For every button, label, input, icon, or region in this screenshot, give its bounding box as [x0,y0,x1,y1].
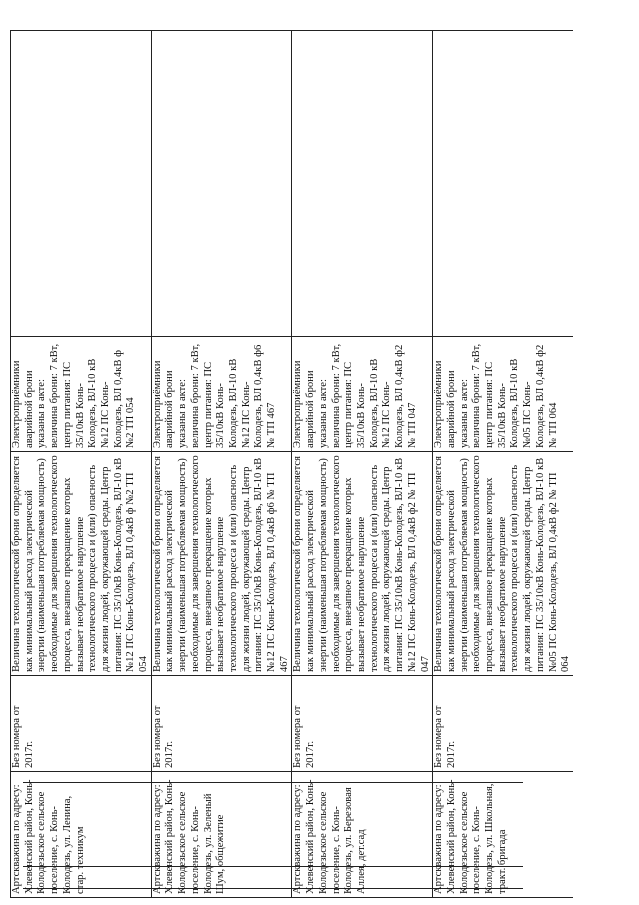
emergency-reservation-table [10,30,573,898]
emergency-cell: Электроприёмники аварийной брони указаны в акте: величина брони: 7 кВт, центр питания: ПС 35/10кВ Конь-Колодезь, ВЛ-10 кВ №05 ПС Конь-Колодезь, ВЛ 0,4кВ ф2 № ТП 064 [433,337,573,452]
object-cell: Артскважина по адресу: Хлевенский район, Конь-Колодезьское сельское поселение, с. Конь-Колодезь, ул. Березовая Аллея, дет.сад [292,772,433,898]
object-cell: Артскважина по адресу: Хлевенский район, Конь-Колодезьское сельское поселение, с. Конь-Колодезь, ул. Школьная, тракт. бригада [433,772,573,898]
blank-cell [433,31,573,337]
blank-cell [11,31,152,337]
description-cell: Величина технологической брони определяется как минимальный расход электрической энергии (наименьшая потребляемая мощность) необходимые для завершения технологического процесса, внезапное прекращение которых вызывает необратимое нарушение технологического процесса и (или) опасность для жизни людей, окружающей среды. Центр питания: ПС 35/10кВ Конь-Колодезь, ВЛ-10 кВ №12 ПС Конь-Колодезь, ВЛ 0,4кВ ф6 № ТП 467 [151,452,292,676]
act-cell: Без номера от 2017г. [11,676,152,772]
act-cell: Без номера от 2017г. [433,676,573,772]
rotated-table-page [10,30,572,898]
blank-cell [151,31,292,337]
emergency-cell: Электроприёмники аварийной брони указаны в акте: величина брони: 7 кВт, центр питания: ПС 35/10кВ Конь-Колодезь, ВЛ-10 кВ №12 ПС Конь-Колодезь, ВЛ 0,4кВ ф №2 ТП 054 [11,337,152,452]
blank-cell [292,31,433,337]
table-row [292,31,433,898]
object-cell: Артскважина по адресу: Хлевенский район, Конь-Колодезьское сельское поселение, с. Конь-Колодезь, ул. Зеленый Шум, общежитие [151,772,292,898]
table-row [433,31,573,898]
act-cell: Без номера от 2017г. [292,676,433,772]
object-cell: Артскважина по адресу: Хлевенский район, Конь-Колодезьское сельское поселение, с. Конь-Колодезь, ул. Ленина, стар. техникум [11,772,152,898]
act-cell: Без номера от 2017г. [151,676,292,772]
emergency-cell: Электроприёмники аварийной брони указаны в акте: величина брони: 7 кВт, центр питания: ПС 35/10кВ Конь-Колодезь, ВЛ-10 кВ №12 ПС Конь-Колодезь, ВЛ 0,4кВ ф6 № ТП 467 [151,337,292,452]
description-cell: Величина технологической брони определяется как минимальный расход электрической энергии (наименьшая потребляемая мощность) необходимые для завершения технологического процесса, внезапное прекращение которых вызывает необратимое нарушение технологического процесса и (или) опасность для жизни людей, окружающей среды. Центр питания: ПС 35/10кВ Конь-Колодезь, ВЛ-10 кВ №05 ПС Конь-Колодезь, ВЛ 0,4кВ ф2 № ТП 064 [433,452,573,676]
table-row [151,31,292,898]
table-row [11,31,152,898]
emergency-cell: Электроприёмники аварийной брони указаны в акте: величина брони: 7 кВт, центр питания: ПС 35/10кВ Конь-Колодезь, ВЛ-10 кВ №12 ПС Конь-Колодезь, ВЛ 0,4кВ ф2 № ТП 047 [292,337,433,452]
description-cell: Величина технологической брони определяется как минимальный расход электрической энергии (наименьшая потребляемая мощность) необходимые для завершения технологического процесса, внезапное прекращение которых вызывает необратимое нарушение технологического процесса и (или) опасность для жизни людей, окружающей среды. Центр питания: ПС 35/10кВ Конь-Колодезь, ВЛ-10 кВ №12 ПС Конь-Колодезь, ВЛ 0,4кВ ф2 № ТП 047 [292,452,433,676]
description-cell: Величина технологической брони определяется как минимальный расход электрической энергии (наименьшая потребляемая мощность) необходимые для завершения технологического процесса, внезапное прекращение которых вызывает необратимое нарушение технологического процесса и (или) опасность для жизни людей, окружающей среды. Центр питания: ПС 35/10кВ Конь-Колодезь, ВЛ-10 кВ №12 ПС Конь-Колодезь, ВЛ 0,4кВ ф №2 ТП 054 [11,452,152,676]
